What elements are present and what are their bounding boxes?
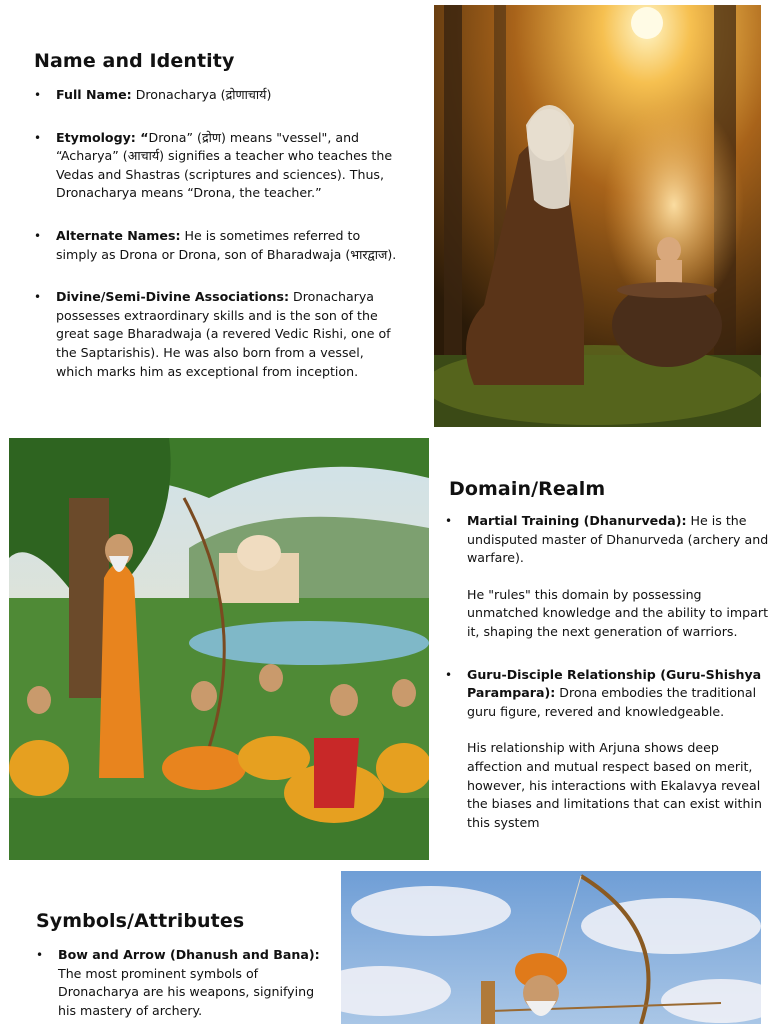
symbols-list (36, 946, 328, 1020)
item-label: Guru-Disciple Relationship (Guru-Shishya Parampara): (467, 666, 762, 701)
item-extra: His relationship with Arjuna shows deep affection and mutual respect based on merit, however, his interactions with Ekalavya reveal the biases and limitations that can exist within this system (467, 740, 762, 830)
item-label: Etymology: “ (56, 129, 149, 145)
item-label: Full Name: (56, 87, 132, 102)
domain-title: Domain/Realm (449, 478, 606, 500)
item-label: Divine/Semi-Divine Associations: (56, 289, 290, 305)
item-label: Martial Training (Dhanurveda): (467, 513, 687, 528)
item-text: Drona embodies the traditional guru figure, revered and knowledgeable. (467, 685, 757, 719)
item-label: Alternate Names: (56, 227, 181, 243)
item-text: Drona” (द्रोण) means "vessel", and “Acharya” (आचार्य) signifies a teacher who teaches the Vedas and Shastras (scriptures and sciences). Thus, Dronacharya means “Drona, the teacher.” (56, 129, 393, 201)
identity-list (34, 86, 398, 381)
item-extra: He "rules" this domain by possessing unmatched knowledge and the ability to impart it, shaping the next generation of warriors. (467, 586, 768, 639)
identity-title: Name and Identity (34, 50, 235, 72)
list-item (56, 86, 398, 105)
list-item (467, 512, 768, 642)
item-text: Dronacharya possesses extraordinary skills and is the son of the great sage Bharadwaja (a revered Vedic Rishi, one of the Saptarishis). He was also born from a vessel, which marks him as exceptional from inception. (56, 289, 391, 379)
item-text: He is the undisputed master of Dhanurveda (archery and warfare). (467, 513, 768, 566)
item-text: He is sometimes referred to simply as Drona or Drona, son of Bharadwaja (भारद्वाज). (56, 227, 397, 262)
guru-disciples-illustration (9, 438, 429, 860)
list-item (56, 129, 398, 203)
archer-sage-illustration (341, 871, 761, 1024)
domain-list (445, 512, 768, 832)
list-item (467, 666, 768, 833)
symbols-title: Symbols/Attributes (36, 910, 245, 932)
item-text: The most prominent symbols of Dronacharya are his weapons, signifying his mastery of archery. (58, 965, 315, 1018)
list-item (58, 946, 328, 1020)
sage-vessel-illustration (434, 5, 761, 427)
item-label: Bow and Arrow (Dhanush and Bana): (58, 947, 320, 962)
item-text: Dronacharya (द्रोणाचार्य) (131, 87, 272, 102)
list-item (56, 227, 398, 264)
list-item (56, 288, 398, 381)
